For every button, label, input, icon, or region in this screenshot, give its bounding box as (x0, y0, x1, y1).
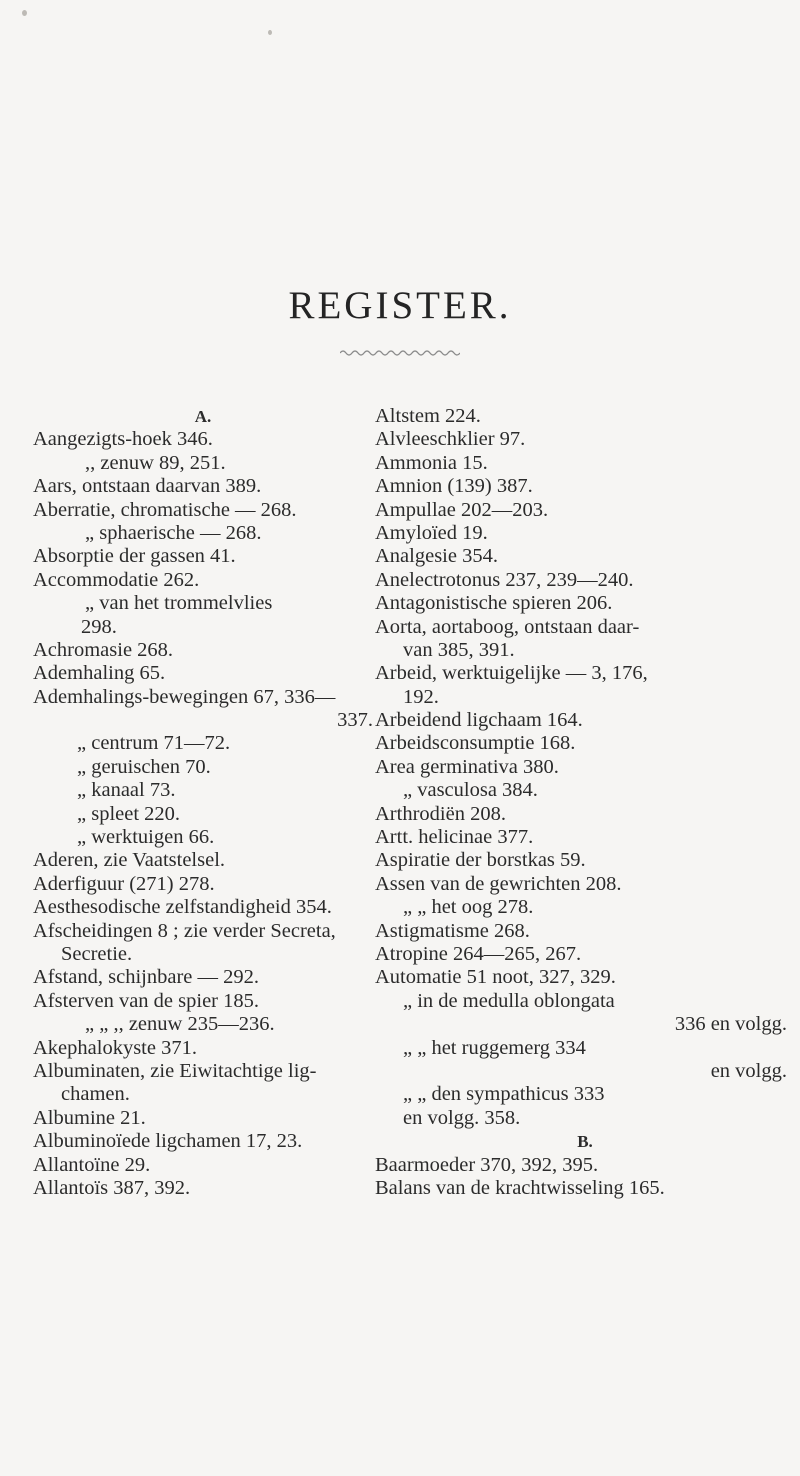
index-entry: Afsterven van de spier 185. (33, 989, 260, 1012)
index-entry: Arbeid, werktuigelijke — 3, 176, (375, 662, 648, 685)
index-entry: Secretie. (61, 942, 133, 965)
index-entry: „ „ het oog 278. (403, 896, 534, 919)
index-entry: ,, zenuw 89, 251. (85, 451, 226, 474)
index-entry: Aangezigts-hoek 346. (33, 428, 213, 451)
index-entry: Akephalokyste 371. (33, 1036, 197, 1059)
index-entry: Automatie 51 noot, 327, 329. (375, 966, 616, 989)
index-entry: „ vasculosa 384. (403, 779, 538, 802)
index-entry: chamen. (61, 1083, 130, 1106)
index-entry: Aspiratie der borstkas 59. (375, 849, 586, 872)
paper-speck (268, 30, 272, 35)
index-entry: Aesthesodische zelfstandigheid 354. (33, 896, 332, 919)
index-entry: Arbeidend ligchaam 164. (375, 709, 583, 732)
index-entry: Accommodatie 262. (33, 568, 200, 591)
index-entry: Balans van de krachtwisseling 165. (375, 1176, 665, 1199)
index-entry: Astigmatisme 268. (375, 919, 530, 942)
index-entry: „ werktuigen 66. (77, 826, 215, 849)
index-entry: Amnion (139) 387. (375, 475, 533, 498)
index-entry: 336 en volgg. (674, 1013, 787, 1036)
index-entry: „ in de medulla oblongata (403, 989, 615, 1012)
index-entry: Albuminaten, zie Eiwitachtige lig- (33, 1059, 317, 1082)
index-entry: Allantoïs 387, 392. (33, 1176, 191, 1199)
index-entry: „ sphaerische — 268. (85, 521, 262, 544)
index-entry: Ademhalings-bewegingen 67, 336— (33, 685, 336, 708)
index-entry: „ kanaal 73. (77, 779, 176, 802)
index-entry: Assen van de gewrichten 208. (375, 872, 622, 895)
index-entry: Allantoïne 29. (33, 1153, 151, 1176)
index-entry: Albuminoïede ligchamen 17, 23. (33, 1130, 303, 1153)
section-letter: A. (194, 407, 212, 426)
index-entry: Anelectrotonus 237, 239—240. (375, 568, 634, 591)
index-entry: Afstand, schijnbare — 292. (33, 966, 260, 989)
index-entry: „ geruischen 70. (77, 755, 211, 778)
index-entry: en volgg. (710, 1059, 787, 1082)
index-entry: Antagonistische spieren 206. (375, 592, 613, 615)
paper-speck (22, 10, 27, 16)
ornament-divider (340, 349, 460, 357)
index-entry: Albumine 21. (33, 1106, 146, 1129)
index-entry: Amyloïed 19. (375, 521, 488, 544)
index-entry: „ „ het ruggemerg 334 (403, 1036, 586, 1059)
index-entry: Artt. helicinae 377. (375, 826, 534, 849)
index-entry: „ centrum 71—72. (77, 732, 231, 755)
index-entry: Aderfiguur (271) 278. (33, 872, 215, 895)
index-entry: Aberratie, chromatische — 268. (33, 498, 297, 521)
index-entry: Aars, ontstaan daarvan 389. (33, 475, 262, 498)
index-entry: Aorta, aortaboog, ontstaan daar- (375, 615, 640, 638)
index-entry: Afscheidingen 8 ; zie verder Secreta, (33, 919, 336, 942)
index-entry: Achromasie 268. (33, 638, 174, 661)
index-entry: Arthrodiën 208. (375, 802, 506, 825)
index-entry: Ammonia 15. (375, 451, 488, 474)
index-entry: van 385, 391. (403, 638, 515, 661)
index-entry: 337. (337, 709, 373, 732)
page-title: REGISTER. (288, 284, 512, 327)
index-entry: Ampullae 202—203. (375, 498, 549, 521)
index-entry: „ „ den sympathicus 333 (403, 1083, 605, 1106)
index-entry: Ademhaling 65. (33, 662, 166, 685)
index-entry: „ „ ,, zenuw 235—236. (85, 1013, 275, 1036)
index-entry: 298. (81, 615, 117, 638)
index-entry: Area germinativa 380. (375, 755, 559, 778)
index-column-right (375, 405, 795, 1200)
index-entry: Aderen, zie Vaatstelsel. (33, 849, 226, 872)
index-entry: 192. (403, 685, 439, 708)
section-letter: B. (577, 1132, 593, 1152)
index-entry: Arbeidsconsumptie 168. (375, 732, 576, 755)
index-entry: Baarmoeder 370, 392, 395. (375, 1153, 599, 1176)
index-entry: en volgg. 358. (403, 1106, 521, 1129)
index-entry: „ van het trommelvlies (85, 592, 273, 615)
index-entry: Alvleeschklier 97. (375, 428, 526, 451)
index-column-left (33, 405, 373, 1200)
index-entry: Atropine 264—265, 267. (375, 942, 582, 965)
index-entry: Analgesie 354. (375, 545, 498, 568)
index-entry: Altstem 224. (375, 405, 481, 427)
index-entry: Absorptie der gassen 41. (33, 545, 236, 568)
index-entry: „ spleet 220. (77, 802, 181, 825)
